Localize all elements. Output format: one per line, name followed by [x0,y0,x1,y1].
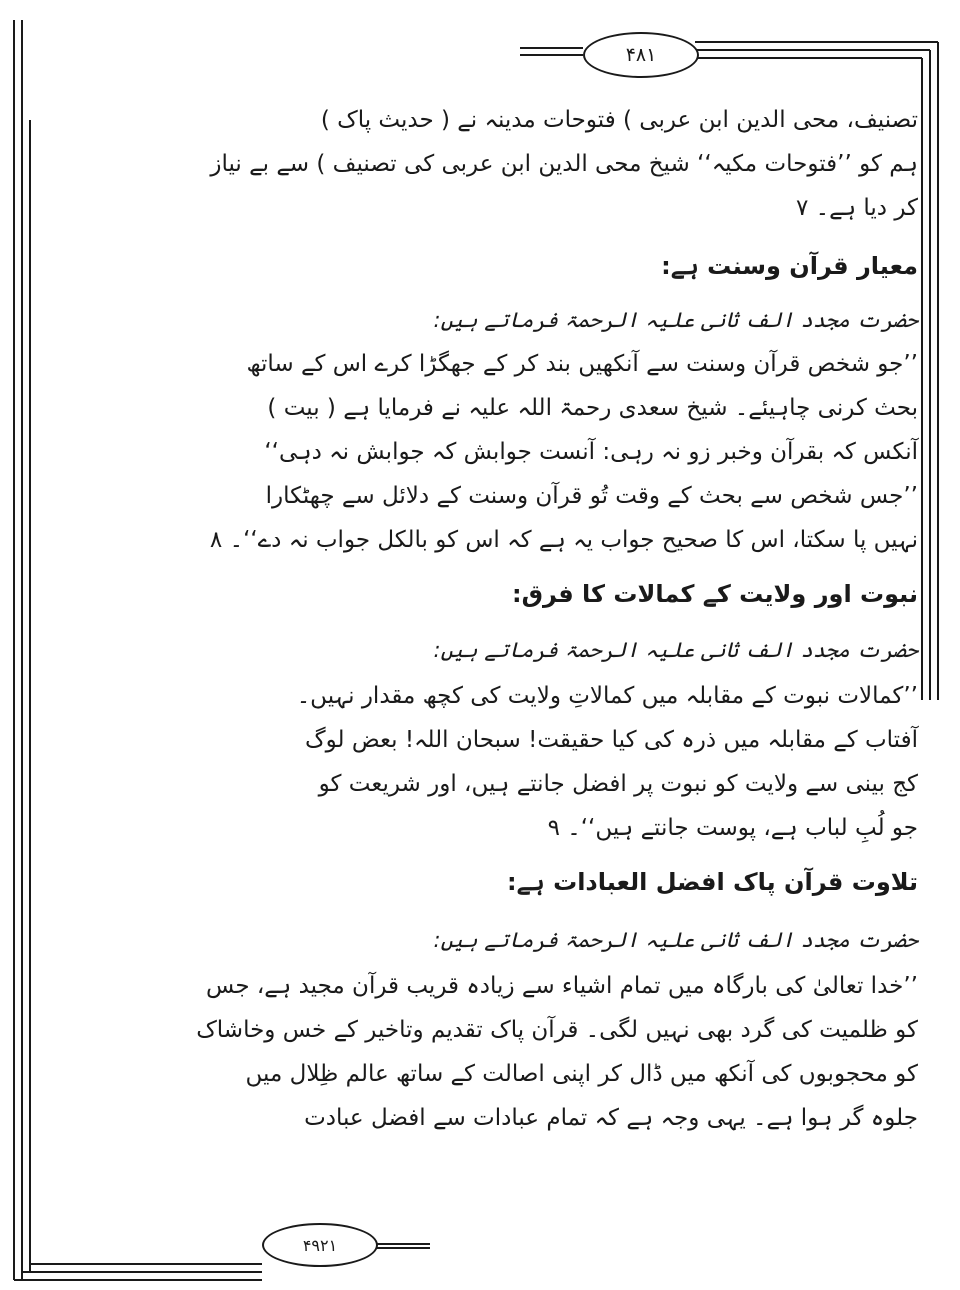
text-line: تصنیف، محی الدین ابن عربی ) فتوحات مدینہ نے ( حدیث پاک ) [320,107,918,133]
section-heading: نبوت اور ولایت کے کمالات کا فرق: [511,580,918,608]
text-line: ’’جو شخص قرآن وسنت سے آنکھیں بند کر کے جھگڑا کرے اس کے ساتھ [246,351,918,377]
text-line: جلوہ گر ہوا ہے۔ یہی وجہ ہے کہ تمام عبادات سے افضل عبادت [304,1105,918,1131]
text-line: ’’خدا تعالیٰ کی بارگاہ میں تمام اشیاء سے زیادہ قریب قرآن مجید ہے، جس [206,973,918,999]
text-line: آفتاب کے مقابلہ میں ذرہ کی کیا حقیقت! سبحان اللہ! بعض لوگ [305,727,918,753]
text-line: آنکس کہ بقرآن وخبر زو نہ رہی: آنست جوابش کہ جوابش نہ دہی‘‘ [264,439,918,465]
text-line: کج بینی سے ولایت کو نبوت پر افضل جانتے ہیں، اور شریعت کو [318,771,918,797]
text-line: ہم کو ’’فتوحات مکیہ‘‘ شیخ محی الدین ابن عربی کی تصنیف ) سے بے نیاز [210,151,918,177]
intro-line: حضرت مجدد الف ثانی علیہ الرحمۃ فرماتے ہیں: [433,308,918,332]
page-number-bottom-text: ۴۹۲۱ [302,1235,338,1255]
page-number-top-text: ۴۸۱ [625,44,657,66]
text-line: جو لُبِ لباب ہے، پوست جانتے ہیں‘‘۔ ۹ [547,815,918,841]
intro-line: حضرت مجدد الف ثانی علیہ الرحمۃ فرماتے ہیں: [433,638,918,662]
text-line: کو ظلمیت کی گرد بھی نہیں لگی۔ قرآن پاک تقدیم وتاخیر کے خس وخاشاک [196,1017,918,1043]
text-line: ’’کمالات نبوت کے مقابلہ میں کمالاتِ ولایت کی کچھ مقدار نہیں۔ [296,683,918,709]
page-number-top [583,32,699,78]
text-line: نہیں پا سکتا، اس کا صحیح جواب یہ ہے کہ اس کو بالکل جواب نہ دے‘‘۔ ۸ [209,527,918,553]
text-line: بحث کرنی چاہیئے۔ شیخ سعدی رحمۃ اللہ علیہ نے فرمایا ہے ( بیت ) [267,395,918,421]
text-line: کر دیا ہے۔ ۷ [795,195,918,221]
section-heading: معیار قرآن وسنت ہے: [661,252,918,280]
text-line: کو محجوبوں کی آنکھ میں ڈال کر اپنی اصالت کے ساتھ عالم ظِلال میں [245,1061,918,1087]
intro-line: حضرت مجدد الف ثانی علیہ الرحمۃ فرماتے ہیں: [433,928,918,952]
section-heading: تلاوت قرآن پاک افضل العبادات ہے: [507,868,918,896]
text-line: ’’جس شخص سے بحث کے وقت تُو قرآن وسنت کے دلائل سے چھٹکارا [265,483,918,509]
page-number-bottom [262,1223,378,1267]
